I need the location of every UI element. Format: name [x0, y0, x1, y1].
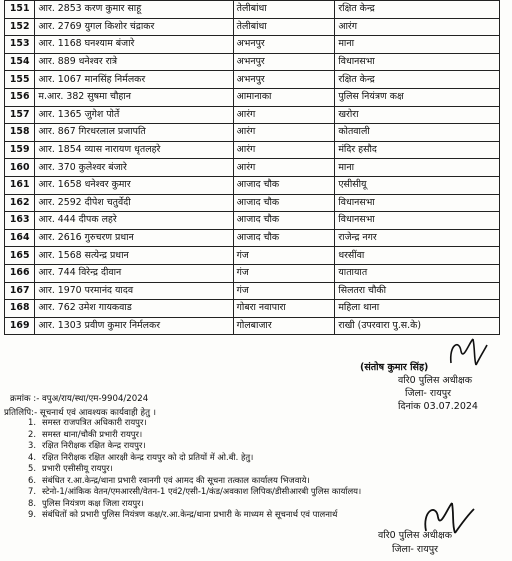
row-number: 152 — [5, 18, 35, 36]
table-row — [5, 36, 500, 54]
row-number: 165 — [5, 247, 35, 265]
recipient-text: समस्त थाना/चौकी प्रभारी रायपुर। — [42, 428, 143, 439]
from-posting: गंज — [233, 264, 335, 282]
employee-name: आर. 2769 युगल किशोर चंद्राकर — [35, 18, 233, 36]
table-row — [5, 106, 500, 124]
employee-name: आर. 1168 घनश्याम बंजारे — [35, 36, 233, 54]
recipient-item — [28, 486, 498, 498]
table-row — [5, 71, 500, 89]
recipient-text: संबंधित र.आ.केन्द्र/थाना प्रभारी रवानगी एवं आमद की सूचना तत्काल कार्यालय भिजवाये। — [42, 474, 310, 485]
from-posting: अभनपुर — [233, 71, 335, 89]
recipient-number: 6. — [28, 474, 36, 485]
to-posting: एसीसीयू — [335, 176, 500, 194]
to-posting: राखी (उपरवारा पु.स.के) — [335, 317, 500, 335]
from-posting: अभनपुर — [233, 36, 335, 54]
signatory-date: दिनांक 03.07.2024 — [398, 401, 478, 412]
recipient-number: 2. — [28, 428, 36, 439]
row-number: 160 — [5, 159, 35, 177]
footer-title: वरि0 पुलिस अधीक्षक — [378, 530, 453, 541]
to-posting: पुलिस नियंत्रण कक्ष — [335, 88, 500, 106]
table-row — [5, 194, 500, 212]
table-row — [5, 264, 500, 282]
recipient-number: 7. — [28, 486, 36, 496]
to-posting: आरंग — [335, 18, 500, 36]
employee-name: आर. 867 गिरधरलाल प्रजापति — [35, 124, 233, 142]
row-number: 166 — [5, 264, 35, 282]
employee-name: आर. 1568 सत्येन्द्र प्रधान — [35, 247, 233, 265]
employee-name: आर. 762 उमेश गायकवाड — [35, 300, 233, 318]
table-row — [5, 212, 500, 230]
row-number: 162 — [5, 194, 35, 212]
table-row — [5, 282, 500, 300]
recipient-text: समस्त राजपत्रित अधिकारी रायपुर। — [42, 417, 147, 427]
recipient-text: प्रभारी एसीसीयू रायपुर। — [42, 463, 113, 473]
from-posting: तेलीबांधा — [233, 1, 335, 19]
recipient-item — [28, 452, 498, 464]
recipient-number: 1. — [28, 417, 36, 427]
employee-name: आर. 1970 परमानंद यादव — [35, 282, 233, 300]
recipient-text: रक्षित निरीक्षक रक्षित केन्द्र रायपुर। — [42, 440, 146, 450]
to-posting: धरसींवा — [335, 247, 500, 265]
table-row — [5, 1, 500, 19]
to-posting: विधानसभा — [335, 194, 500, 212]
from-posting: आजाद चौक — [233, 229, 335, 247]
from-posting: आजाद चौक — [233, 194, 335, 212]
row-number: 161 — [5, 176, 35, 194]
to-posting: यातायात — [335, 264, 500, 282]
to-posting: महिला थाना — [335, 300, 500, 318]
to-posting: विधानसभा — [335, 53, 500, 71]
copy-to-heading: प्रतिलिपि:- सूचनार्थ एवं आवश्यक कार्यवाही हेतु । — [4, 408, 156, 418]
from-posting: आजाद चौक — [233, 176, 335, 194]
from-posting: गंज — [233, 282, 335, 300]
table-row — [5, 53, 500, 71]
recipient-text: स्टेनो-1/आंकिक वेतन/एमआरसी/वेतन-1 एवं2/एसी-1/कंड/अवकाश लिपिक/डीसीआरबी पुलिस कार्यालय। — [42, 486, 362, 496]
from-posting: गंज — [233, 247, 335, 265]
from-posting: आमानाका — [233, 88, 335, 106]
table-row — [5, 229, 500, 247]
footer-district: जिला- रायपुर — [392, 544, 438, 555]
row-number: 163 — [5, 212, 35, 230]
employee-name: आर. 1067 मानसिंह निर्मलकर — [35, 71, 233, 89]
row-number: 153 — [5, 36, 35, 54]
recipient-text: पुलिस नियंत्रण कक्ष जिला रायपुर। — [42, 497, 144, 508]
to-posting: माना — [335, 159, 500, 177]
from-posting: आरंग — [233, 106, 335, 124]
employee-name: आर. 2592 दीपेश चतुर्वेदी — [35, 194, 233, 212]
employee-name: आर. 1303 प्रवीण कुमार निर्मलकर — [35, 317, 233, 335]
to-posting: राजेन्द्र नगर — [335, 229, 500, 247]
table-row — [5, 176, 500, 194]
from-posting: गोलबाजार — [233, 317, 335, 335]
recipient-item — [28, 463, 498, 475]
recipient-item — [28, 475, 498, 487]
row-number: 155 — [5, 71, 35, 89]
to-posting: माना — [335, 36, 500, 54]
from-posting: आरंग — [233, 141, 335, 159]
table-row — [5, 159, 500, 177]
recipient-number: 9. — [28, 509, 36, 519]
to-posting: कोतवाली — [335, 124, 500, 142]
row-number: 157 — [5, 106, 35, 124]
table-row — [5, 18, 500, 36]
from-posting: तेलीबांधा — [233, 18, 335, 36]
order-number: क्रमांक :- वपुअ/राय/स्था/एम-9904/2024 — [10, 394, 149, 404]
row-number: 154 — [5, 53, 35, 71]
table-row — [5, 88, 500, 106]
signatory-title: वरि0 पुलिस अधीक्षक — [398, 375, 473, 386]
from-posting: अभनपुर — [233, 53, 335, 71]
table-row — [5, 300, 500, 318]
employee-name: आर. 444 दीपक लहरे — [35, 212, 233, 230]
recipient-item — [28, 429, 498, 441]
row-number: 164 — [5, 229, 35, 247]
signatory-name: (संतोष कुमार सिंह) — [360, 362, 429, 373]
to-posting: विधानसभा — [335, 212, 500, 230]
from-posting: आरंग — [233, 159, 335, 177]
to-posting: रक्षित केन्द्र — [335, 1, 500, 19]
employee-name: आर. 2616 गुरुचरण प्रधान — [35, 229, 233, 247]
signature-mark — [445, 335, 489, 369]
to-posting: सिलतरा चौकी — [335, 282, 500, 300]
table-row — [5, 247, 500, 265]
row-number: 169 — [5, 317, 35, 335]
to-posting: खरोरा — [335, 106, 500, 124]
row-number: 167 — [5, 282, 35, 300]
row-number: 151 — [5, 1, 35, 19]
signatory-district: जिला- रायपुर — [405, 388, 451, 399]
recipient-item — [28, 440, 498, 452]
recipient-text: रक्षित निरीक्षक रक्षित आरक्षी केन्द्र रायपुर को दो प्रतियों में ओ.बी. हेतु। — [42, 451, 254, 462]
recipient-number: 4. — [28, 451, 36, 462]
table-row — [5, 141, 500, 159]
recipient-number: 8. — [28, 497, 36, 508]
row-number: 158 — [5, 124, 35, 142]
employee-name: म.आर. 382 सुषमा चौहान — [35, 88, 233, 106]
employee-name: आर. 370 कुलेश्वर बंजारे — [35, 159, 233, 177]
recipient-item — [28, 417, 498, 429]
employee-name: आर. 1658 धनेश्वर कुमार — [35, 176, 233, 194]
transfer-table — [4, 0, 500, 335]
recipient-number: 3. — [28, 440, 36, 450]
to-posting: मंदिर हसौद — [335, 141, 500, 159]
from-posting: आजाद चौक — [233, 212, 335, 230]
employee-name: आर. 1854 व्यास नारायण धृतलहरे — [35, 141, 233, 159]
from-posting: गोबरा नवापारा — [233, 300, 335, 318]
table-row — [5, 124, 500, 142]
table-row — [5, 317, 500, 335]
from-posting: आरंग — [233, 124, 335, 142]
to-posting: रक्षित केन्द्र — [335, 71, 500, 89]
row-number: 168 — [5, 300, 35, 318]
employee-name: आर. 2853 करण कुमार साहू — [35, 1, 233, 19]
recipient-number: 5. — [28, 463, 36, 473]
row-number: 159 — [5, 141, 35, 159]
row-number: 156 — [5, 88, 35, 106]
employee-name: आर. 744 विरेन्द्र दीवान — [35, 264, 233, 282]
employee-name: आर. 889 धनेश्वर रात्रे — [35, 53, 233, 71]
recipient-text: संबंधितों को प्रभारी पुलिस नियंत्रण कक्ष/र.आ.केन्द्र/थाना प्रभारी के माध्यम से सूचनार्थ एवं पालनार्थ — [42, 509, 338, 519]
employee-name: आर. 1365 जुगेश पोर्ते — [35, 106, 233, 124]
